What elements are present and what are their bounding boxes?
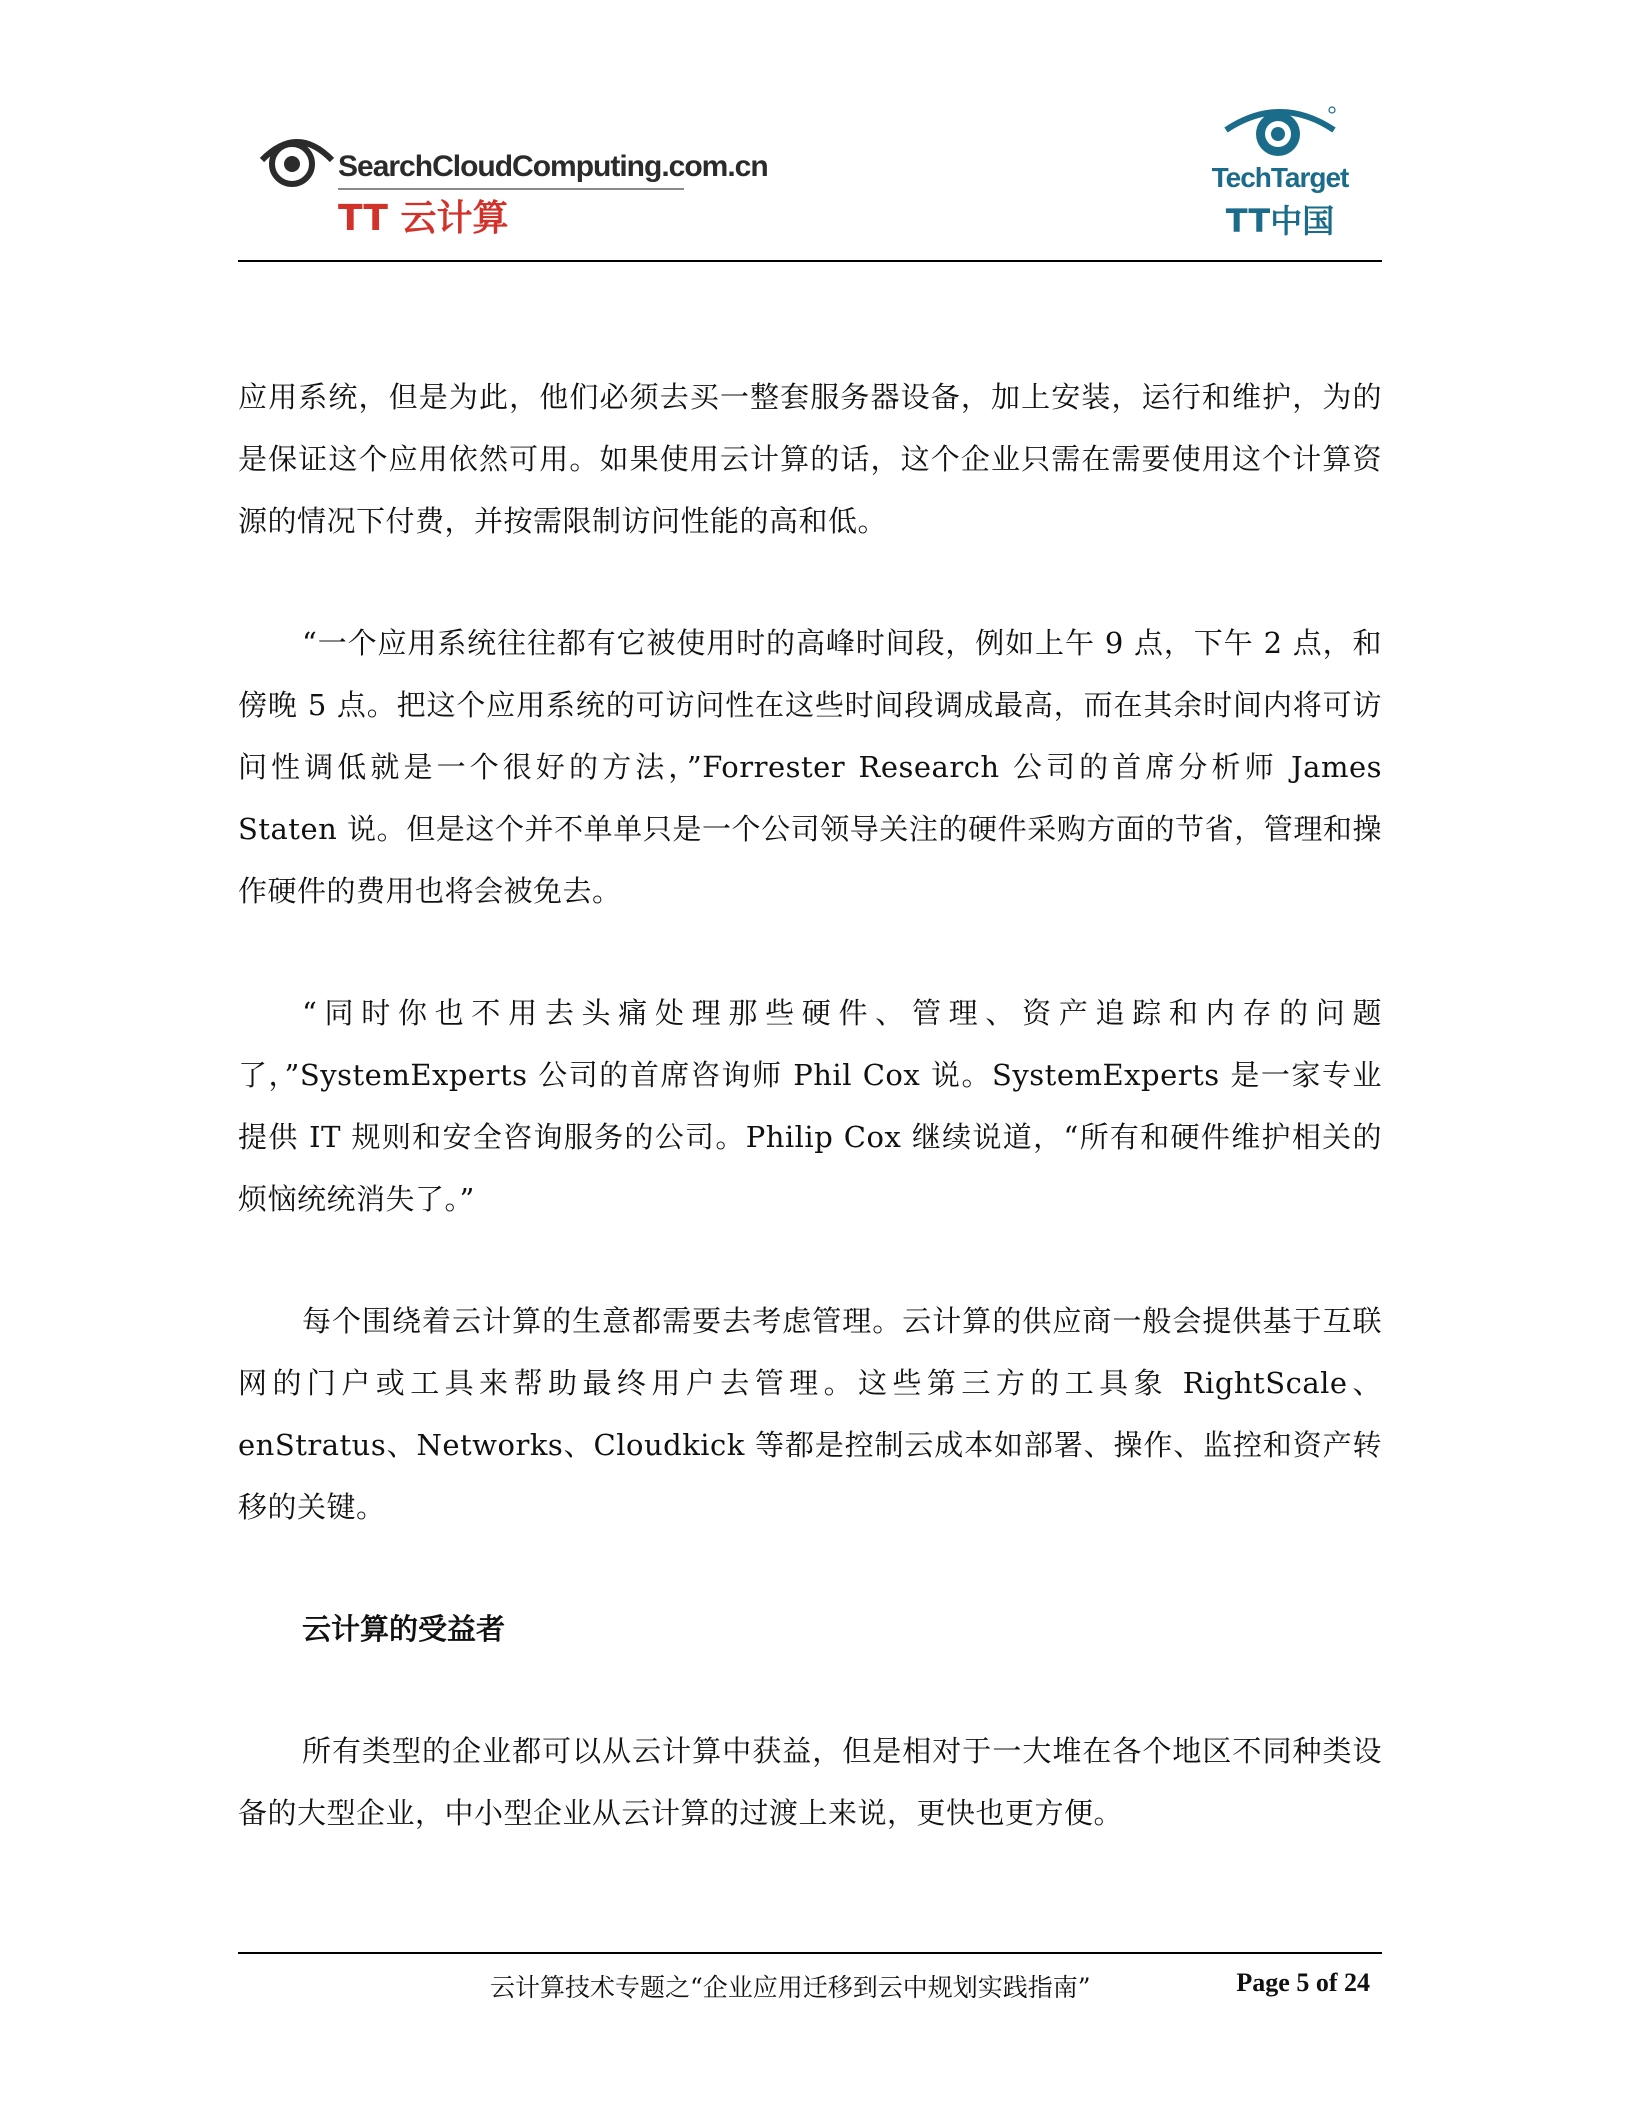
searchcloudcomputing-logo (258, 128, 768, 239)
page-number: Page 5 of 24 (1236, 1968, 1370, 1997)
paragraph-1: 应用系统，但是为此，他们必须去买一整套服务器设备，加上安装，运行和维护，为的是保证这个应用依然可用。如果使用云计算的话，这个企业只需在需要使用这个计算资源的情况下付费，并按需限制访问性能的高和低。 (238, 380, 1382, 538)
paragraph-spacer (238, 1660, 1382, 1720)
document-body (238, 366, 1382, 1844)
eye-logo-icon (258, 130, 336, 190)
paragraph-spacer (238, 922, 1382, 982)
footer-title: 云计算技术专题之“企业应用迁移到云中规划实践指南” (490, 1973, 1091, 2002)
paragraph-4: 每个围绕着云计算的生意都需要去考虑管理。云计算的供应商一般会提供基于互联网的门户或工具来帮助最终用户去管理。这些第三方的工具象 RightScale、enStratus、Networks、Cloudkick 等都是控制云成本如部署、操作、监控和资产转移的关键。 (238, 1304, 1382, 1524)
paragraph-spacer (238, 552, 1382, 612)
logo-subtitle: TT 云计算 (338, 198, 509, 239)
paragraph-2: “一个应用系统往往都有它被使用时的高峰时间段，例如上午 9 点，下午 2 点，和傍晚 5 点。把这个应用系统的可访问性在这些时间段调成最高，而在其余时间内将可访问性调低就是一个很好的方法，”Forrester Research 公司的首席分析师 James Staten 说。但是这个并不单单只是一个公司领导关注的硬件采购方面的节省，管理和操作硬件的费用也将会被免去。 (238, 626, 1382, 908)
paragraph-spacer (238, 1230, 1382, 1290)
techtarget-subtitle: TT中国 (1225, 202, 1335, 240)
techtarget-logo (1210, 104, 1350, 240)
paragraph-spacer (238, 1538, 1382, 1598)
techtarget-eye-icon (1220, 104, 1340, 162)
section-heading: 云计算的受益者 (302, 1612, 506, 1646)
footer-divider (238, 1952, 1382, 1954)
paragraph-5: 所有类型的企业都可以从云计算中获益，但是相对于一大堆在各个地区不同种类设备的大型企业，中小型企业从云计算的过渡上来说，更快也更方便。 (238, 1734, 1382, 1830)
header-divider (238, 260, 1382, 262)
page-footer (238, 1968, 1382, 2008)
paragraph-3: “同时你也不用去头痛处理那些硬件、管理、资产追踪和内存的问题了，”SystemExperts 公司的首席咨询师 Phil Cox 说。SystemExperts 是一家专业提供 IT 规则和安全咨询服务的公司。Philip Cox 继续说道，“所有和硬件维护相关的烦恼统统消失了。” (238, 996, 1382, 1216)
techtarget-name: TechTarget (1211, 162, 1349, 193)
site-name: SearchCloudComputing.com.cn (338, 150, 768, 183)
